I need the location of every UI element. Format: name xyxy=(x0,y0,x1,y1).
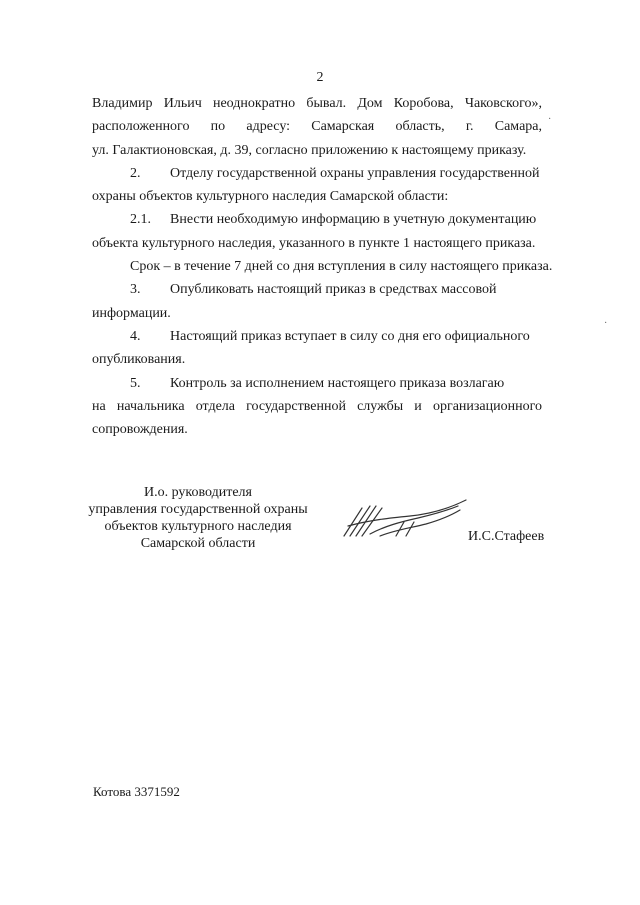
paragraph-line: ул. Галактионовская, д. 39, согласно приложению к настоящему приказу. xyxy=(92,142,527,158)
list-item-5 xyxy=(92,372,542,442)
page-number: 2 xyxy=(316,70,324,85)
list-item-first-line xyxy=(92,325,542,348)
list-item-4 xyxy=(92,325,542,372)
list-item-2 xyxy=(92,162,542,209)
list-item-2-1 xyxy=(92,208,542,255)
list-item-line: сопровождения. xyxy=(92,422,188,438)
scan-speck: · xyxy=(604,318,608,329)
list-item-text: Настоящий приказ вступает в силу со дня его официального xyxy=(170,328,530,344)
deadline-text: Срок – в течение 7 дней со дня вступления в силу настоящего приказа. xyxy=(130,259,553,275)
paragraph-line: Владимир Ильич неоднократно бывал. Дом Коробова, Чаковского», xyxy=(92,96,542,111)
list-item-number: 2.1. xyxy=(130,212,151,228)
list-item-first-line xyxy=(92,162,542,185)
paragraph-continuation xyxy=(92,92,542,162)
signer-title-line: управления государственной охраны xyxy=(88,502,308,517)
list-item-first-line xyxy=(92,278,542,301)
deadline-paragraph xyxy=(92,255,553,278)
list-item-line: информации. xyxy=(92,305,171,321)
list-item-number: 2. xyxy=(130,165,141,181)
list-item-line: охраны объектов культурного наследия Самарской области: xyxy=(92,189,449,205)
signer-title-line: объектов культурного наследия xyxy=(104,519,292,534)
list-item-text: Контроль за исполнением настоящего приказа возлагаю xyxy=(170,375,505,391)
signer-name: И.С.Стафеев xyxy=(468,529,545,544)
list-item-text: Отделу государственной охраны управления государственной xyxy=(170,165,540,181)
list-item-number: 5. xyxy=(130,375,141,391)
list-item-line: объекта культурного наследия, указанного в пункте 1 настоящего приказа. xyxy=(92,235,536,251)
signer-title-block xyxy=(86,484,310,552)
scan-speck: · xyxy=(548,114,552,125)
handwritten-signature xyxy=(340,496,470,544)
list-item-first-line xyxy=(92,372,542,395)
list-item-text: Опубликовать настоящий приказ в средствах массовой xyxy=(170,282,497,298)
list-item-line: опубликования. xyxy=(92,352,186,368)
list-item-number: 4. xyxy=(130,328,141,344)
signer-title-line: Самарской области xyxy=(140,536,256,551)
signer-title-line: И.о. руководителя xyxy=(143,485,252,500)
document-body xyxy=(92,92,553,441)
list-item-number: 3. xyxy=(130,282,141,298)
list-item-text: Внести необходимую информацию в учетную документацию xyxy=(170,212,537,228)
list-item-line: на начальника отдела государственной службы и организационного xyxy=(92,398,542,414)
paragraph-line: расположенного по адресу: Самарская область, г. Самара, xyxy=(92,119,542,135)
list-item-first-line xyxy=(92,208,542,231)
list-item-3 xyxy=(92,278,542,325)
executor-contact: Котова 3371592 xyxy=(93,784,180,799)
